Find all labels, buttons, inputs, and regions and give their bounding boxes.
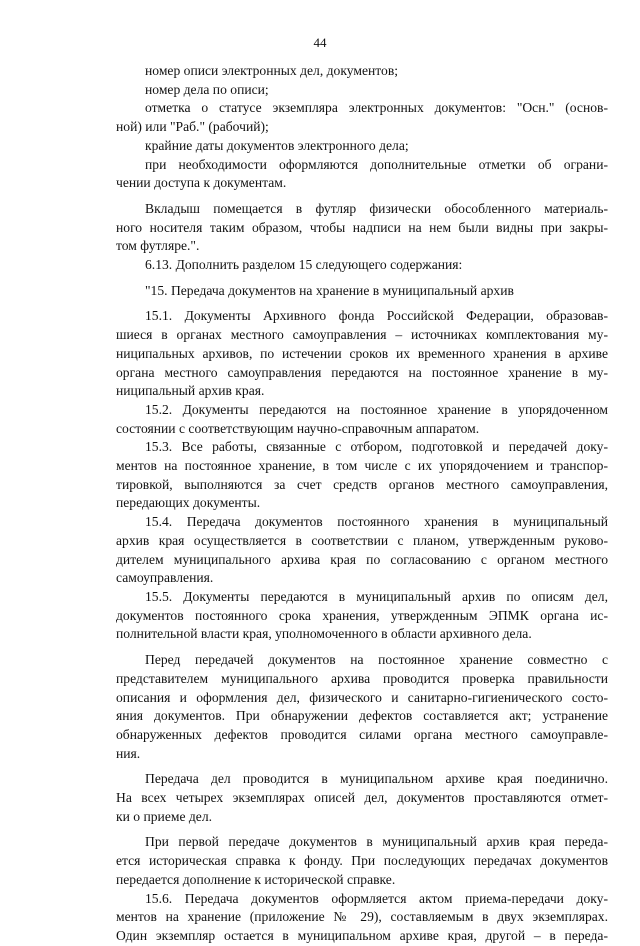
text-line: ется историческая справка к фонду. При последующих передачах документов [116, 853, 608, 869]
paragraph [116, 588, 608, 644]
text-line: дителем муниципального архива края по согласованию с органом местного [116, 551, 608, 567]
text-line: отметка о статусе экземпляра электронных документов: "Осн." (основ- [145, 100, 608, 116]
text-line: 15.1. Документы Архивного фонда Российской Федерации, образовав- [145, 308, 608, 324]
paragraph-gap [116, 275, 608, 282]
paragraph-gap [116, 193, 608, 200]
text-line: ниципальный архив края. [116, 383, 265, 399]
paragraph-gap [116, 300, 608, 307]
paragraph [116, 156, 608, 193]
paragraph [116, 401, 608, 438]
paragraph [116, 62, 608, 81]
text-line: ментов на хранение (приложение № 29), составляемым в двух экземплярах. [116, 909, 608, 925]
text-line: Перед передачей документов на постоянное хранение совместно с [145, 652, 608, 668]
paragraph-gap [116, 644, 608, 651]
paragraph-gap [116, 826, 608, 833]
text-line: шиеся в органах местного самоуправления – источниках комплектования му- [116, 327, 608, 343]
text-line: документов постоянного срока хранения, утвержденным ЭПМК органа ис- [116, 607, 608, 623]
text-line: 15.3. Все работы, связанные с отбором, подготовкой и передачей доку- [145, 439, 608, 455]
paragraph [116, 99, 608, 136]
text-line: ной) или "Раб." (рабочий); [116, 119, 269, 135]
section-heading [116, 282, 608, 301]
text-line: 15.2. Документы передаются на постоянное хранение в упорядоченном [145, 401, 608, 417]
text-line: 6.13. Дополнить разделом 15 следующего содержания: [145, 257, 463, 273]
paragraph [116, 307, 608, 401]
text-line: передается дополнение к исторической справке. [116, 871, 396, 887]
paragraph-gap [116, 763, 608, 770]
paragraph [116, 833, 608, 889]
text-line: крайние даты документов электронного дела; [145, 137, 409, 153]
text-line: чении доступа к документам. [116, 175, 287, 191]
document-body [116, 62, 608, 946]
paragraph [116, 513, 608, 588]
text-line: Один экземпляр остается в муниципальном архиве края, другой – в переда- [116, 927, 608, 943]
text-line: обнаруженных дефектов проводится силами органа местного самоуправле- [116, 726, 608, 742]
text-line: описания и оформления дел, физического и санитарно-гигиенического состо- [116, 689, 608, 705]
text-line: 15.5. Документы передаются в муниципальный архив по описям дел, [145, 588, 608, 604]
text-line: ниципальных архивов, по истечении сроков их временного хранения в архиве [116, 345, 608, 361]
paragraph [116, 81, 608, 100]
text-line: Вкладыш помещается в футляр физически обособленного материаль- [145, 200, 608, 216]
paragraph [116, 438, 608, 513]
text-line: при необходимости оформляются дополнительные отметки об ограни- [145, 156, 608, 172]
text-line: том футляре.". [116, 238, 200, 254]
text-line: полнительной власти края, уполномоченного в области архивного дела. [116, 626, 532, 642]
text-line: номер дела по описи; [145, 81, 269, 97]
text-line: "15. Передача документов на хранение в муниципальный архив [145, 282, 514, 298]
text-line: 15.6. Передача документов оформляется актом приема-передачи доку- [145, 890, 608, 906]
text-line: номер описи электронных дел, документов; [145, 63, 399, 78]
paragraph [116, 137, 608, 156]
text-line: яния документов. При обнаружении дефектов составляется акт; устранение [116, 708, 608, 724]
text-line: На всех четырех экземплярах описей дел, документов проставляются отмет- [116, 790, 608, 806]
text-line: состоянии с соответствующим научно-справочным аппаратом. [116, 420, 480, 436]
page-number: 44 [313, 35, 327, 50]
text-line: ного носителя таким образом, чтобы надписи на нем были видны при закры- [116, 219, 608, 235]
paragraph [116, 890, 608, 946]
text-line: органа местного самоуправления передаются на постоянное хранение в му- [116, 364, 608, 380]
text-line: представителем муниципального архива проводится проверка правильности [116, 670, 608, 686]
paragraph [116, 256, 608, 275]
text-line: Передача дел проводится в муниципальном архиве края поединично. [145, 771, 608, 787]
paragraph [116, 200, 608, 256]
text-line: ментов на постоянное хранение, в том числе с их упорядочением и транспор- [116, 458, 608, 474]
paragraph [116, 770, 608, 826]
text-line: тировкой, выполняются за счет средств органов местного самоуправления, [116, 476, 608, 492]
text-line: самоуправления. [116, 570, 214, 586]
text-line: ния. [116, 745, 141, 761]
text-line: При первой передаче документов в муниципальный архив края переда- [145, 834, 608, 850]
text-line: 15.4. Передача документов постоянного хранения в муниципальный [145, 514, 608, 530]
text-line: ки о приеме дел. [116, 808, 213, 824]
paragraph [116, 651, 608, 763]
text-line: архив края осуществляется в соответствии с планом, утвержденным руково- [116, 532, 608, 548]
text-line: передающих документы. [116, 495, 261, 511]
